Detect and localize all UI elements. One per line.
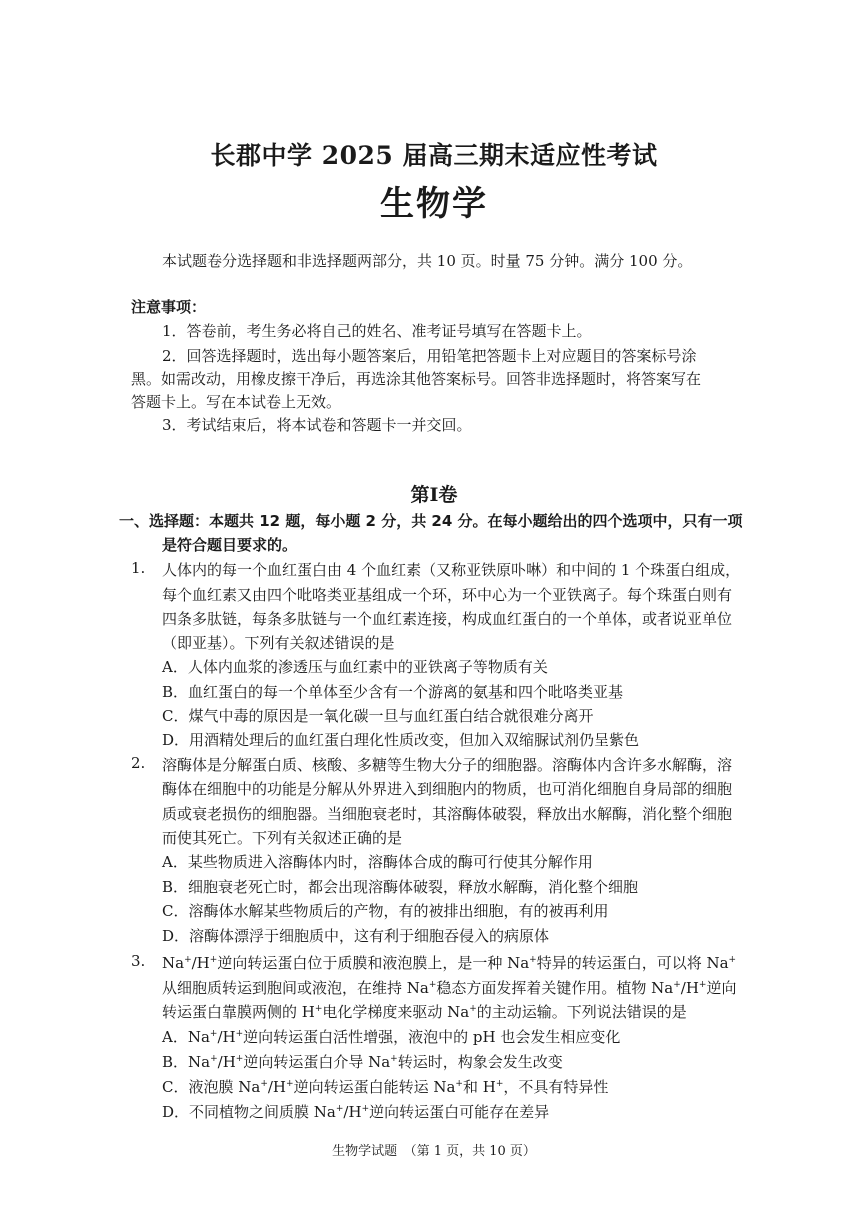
notice-line: 答题卡上。写在本试卷上无效。 — [131, 393, 342, 411]
question-number: 1. — [131, 559, 146, 577]
question-stem-line: Na+/H+逆向转运蛋白位于质膜和液泡膜上，是一种 Na+特异的转运蛋白，可以将 Na+ — [162, 954, 737, 972]
notice-heading: 注意事项： — [131, 298, 207, 316]
option-a: A．某些物质进入溶酶体内时，溶酶体合成的酶可行使其分解作用 — [162, 853, 593, 871]
notice-line: 3．考试结束后，将本试卷和答题卡一并交回。 — [162, 416, 472, 434]
notice-line: 黑。如需改动，用橡皮擦干净后，再选涂其他答案标号。回答非选择题时，将答案写在 — [131, 370, 702, 388]
notice-line: 2．回答选择题时，选出每小题答案后，用铅笔把答题卡上对应题目的答案标号涂 — [162, 347, 697, 365]
question-stem-line: 酶体在细胞中的功能是分解从外界进入到细胞内的物质，也可消化细胞自身局部的细胞 — [162, 780, 733, 798]
question-stem-line: 四条多肽链，每条多肽链与一个血红素连接，构成血红蛋白的一个单体，或者说亚单位 — [162, 610, 733, 628]
option-c: C．液泡膜 Na+/H+逆向转运蛋白能转运 Na+和 H+，不具有特异性 — [162, 1078, 609, 1096]
option-a: A．人体内血浆的渗透压与血红素中的亚铁离子等物质有关 — [162, 658, 548, 676]
question-stem-line: 从细胞质转运到胞间或液泡，在维持 Na+稳态方面发挥着关键作用。植物 Na+/H+逆向 — [162, 979, 737, 997]
section-title: 第Ⅰ卷 — [410, 484, 458, 506]
subject-title: 生物学 — [380, 184, 488, 224]
option-b: B．细胞衰老死亡时，都会出现溶酶体破裂，释放水解酶，消化整个细胞 — [162, 878, 639, 896]
page-footer: 生物学试题 （第 1 页，共 10 页） — [332, 1144, 536, 1159]
question-stem-line: 质或衰老损伤的细胞器。当细胞衰老时，其溶酶体破裂，释放出水解酶，消化整个细胞 — [162, 805, 733, 823]
intro-text: 本试题卷分选择题和非选择题两部分，共 10 页。时量 75 分钟。满分 100 分。 — [162, 252, 693, 270]
question-stem-line: 转运蛋白靠膜两侧的 H+电化学梯度来驱动 Na+的主动运输。下列说法错误的是 — [162, 1003, 687, 1021]
question-number: 2. — [131, 754, 146, 772]
question-number: 3. — [131, 952, 146, 970]
question-stem-line: 溶酶体是分解蛋白质、核酸、多糖等生物大分子的细胞器。溶酶体内含许多水解酶，溶 — [162, 756, 733, 774]
option-d: D．溶酶体漂浮于细胞质中，这有利于细胞吞侵入的病原体 — [162, 927, 550, 945]
option-c: C．煤气中毒的原因是一氧化碳一旦与血红蛋白结合就很难分离开 — [162, 707, 594, 725]
option-d: D．用酒精处理后的血红蛋白理化性质改变，但加入双缩脲试剂仍呈紫色 — [162, 731, 640, 749]
school-title: 长郡中学 2025 届高三期末适应性考试 — [210, 141, 658, 170]
notice-line: 1．答卷前，考生务必将自己的姓名、准考证号填写在答题卡上。 — [162, 322, 592, 340]
option-a: A．Na+/H+逆向转运蛋白活性增强，液泡中的 pH 也会发生相应变化 — [162, 1028, 621, 1046]
question-stem-line: 而使其死亡。下列有关叙述正确的是 — [162, 829, 403, 847]
option-d: D．不同植物之间质膜 Na+/H+逆向转运蛋白可能存在差异 — [162, 1103, 550, 1121]
question-stem-line: 每个血红素又由四个吡咯类亚基组成一个环，环中心为一个亚铁离子。每个珠蛋白则有 — [162, 586, 733, 604]
section-desc-line: 是符合题目要求的。 — [162, 536, 298, 554]
option-c: C．溶酶体水解某些物质后的产物，有的被排出细胞，有的被再利用 — [162, 902, 609, 920]
question-stem-line: 人体内的每一个血红蛋白由 4 个血红素（又称亚铁原卟啉）和中间的 1 个珠蛋白组成， — [162, 561, 741, 579]
question-stem-line: （即亚基）。下列有关叙述错误的是 — [162, 634, 395, 652]
option-b: B．血红蛋白的每一个单体至少含有一个游离的氨基和四个吡咯类亚基 — [162, 683, 624, 701]
section-desc-line: 一、选择题：本题共 12 题，每小题 2 分，共 24 分。在每小题给出的四个选项中，只有一项 — [119, 512, 743, 530]
option-b: B．Na+/H+逆向转运蛋白介导 Na+转运时，构象会发生改变 — [162, 1053, 563, 1071]
